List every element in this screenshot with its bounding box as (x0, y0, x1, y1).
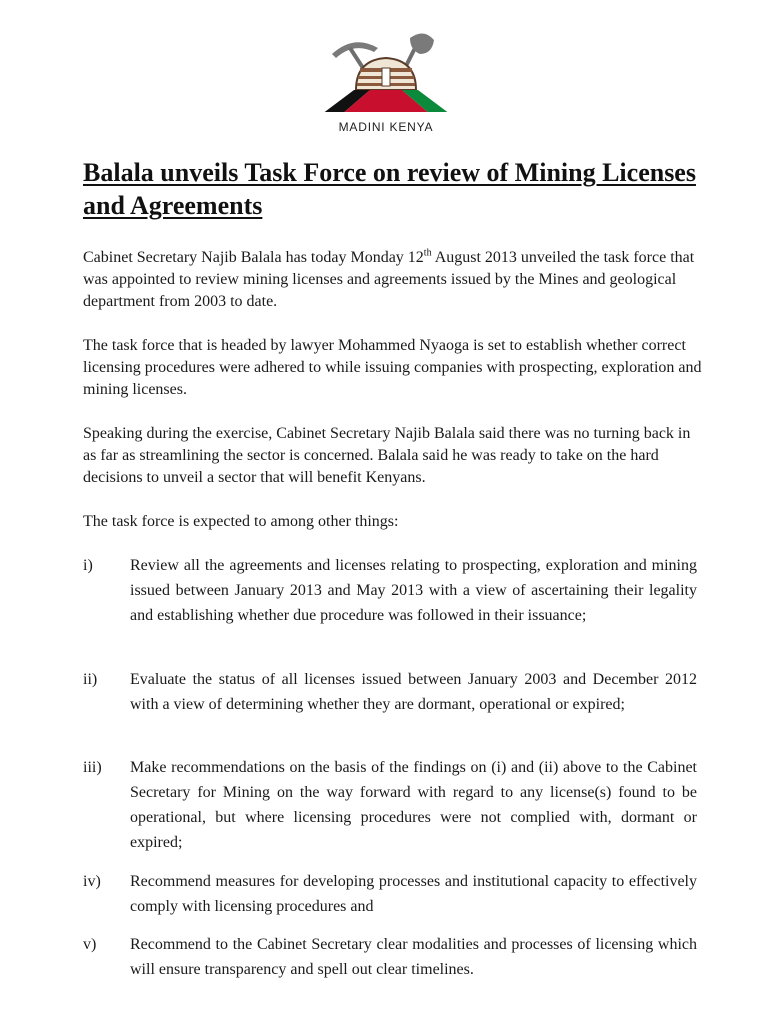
date-ordinal-suffix: th (423, 247, 432, 259)
list-item-number: iv) (83, 873, 101, 890)
madini-kenya-crest-icon (320, 24, 452, 120)
list-item-number: v) (83, 936, 97, 953)
list-item-number: ii) (83, 671, 98, 688)
list-item-text: Make recommendations on the basis of the findings on (i) and (ii) above to the Cabinet Secretary for Mining on the way forward with regard to any license(s) found to be operational, but where licensing procedures were not complied with, dormant or expired; (130, 759, 697, 851)
list-item-text: Evaluate the status of all licenses issued between January 2003 and December 2012 with a view of determining whether they are dormant, operational or expired; (130, 671, 697, 713)
paragraph-speaking: Speaking during the exercise, Cabinet Secretary Najib Balala said there was no turning back in as far as streamlining the sector is concerned. Balala said he was ready to take on the hard decisions to unveil a sector that will benefit Kenyans. (83, 425, 691, 486)
paragraph-expected: The task force is expected to among other things: (83, 513, 399, 530)
list-item-text: Recommend to the Cabinet Secretary clear modalities and processes of licensing which will ensure transparency and spell out clear timelines. (130, 936, 697, 978)
intro-text-after: August 2013 unveiled the task force that was appointed to review mining licenses and agreements issued by the Mines and geological department from 2003 to date. (83, 249, 695, 310)
list-item-text: Review all the agreements and licenses relating to prospecting, exploration and mining issued between January 2013 and May 2013 with a view of ascertaining their legality and establishing whether due procedure was followed in their issuance; (130, 557, 697, 624)
list-item-number: i) (83, 557, 93, 574)
madini-kenya-logo (320, 24, 452, 140)
page-title: Balala unveils Task Force on review of Mining Licenses and Agreements (83, 158, 696, 220)
paragraph-intro (83, 247, 703, 313)
logo-text: MADINI KENYA (338, 120, 434, 134)
list-item-number: iii) (83, 759, 102, 776)
list-item-text: Recommend measures for developing processes and institutional capacity to effectively comply with licensing procedures and (130, 873, 697, 915)
intro-text-before: Cabinet Secretary Najib Balala has today Monday 12 (83, 249, 424, 266)
paragraph-task-force: The task force that is headed by lawyer Mohammed Nyaoga is set to establish whether correct licensing procedures were adhered to while issuing companies with prospecting, exploration and mining licenses. (83, 337, 702, 398)
